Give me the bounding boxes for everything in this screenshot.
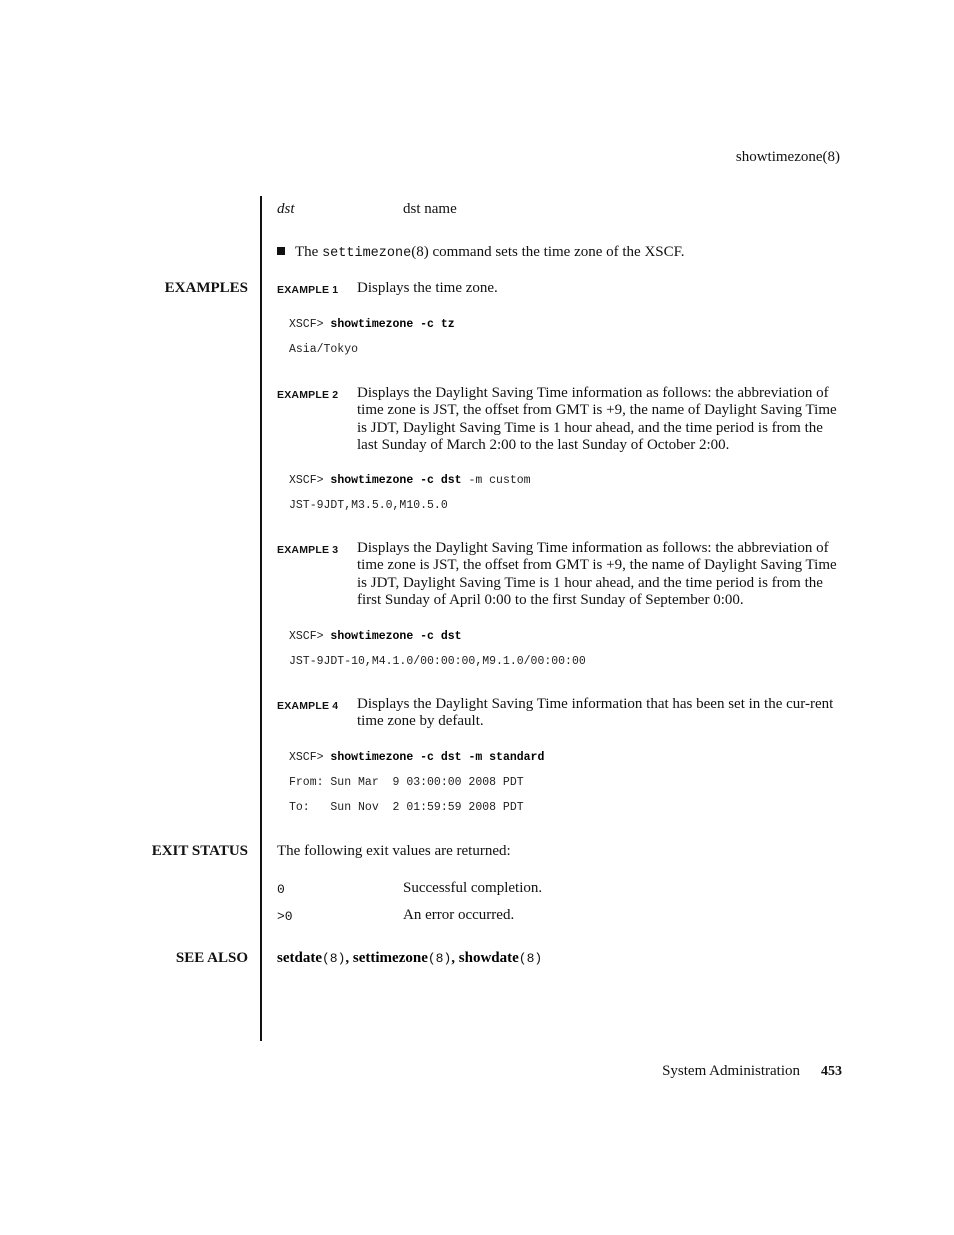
example-3-cmd: showtimezone -c dst bbox=[330, 630, 462, 643]
example-1-output-0: Asia/Tokyo bbox=[289, 343, 359, 356]
example-2-prompt: XSCF> bbox=[289, 474, 324, 487]
section-examples: EXAMPLES bbox=[164, 280, 248, 296]
see-also-section-settimezone: (8) bbox=[427, 951, 452, 966]
bullet-note bbox=[277, 244, 685, 261]
bullet-cmd: settimezone bbox=[322, 246, 412, 261]
example-3-command bbox=[289, 630, 462, 643]
see-also-section-showdate: (8) bbox=[518, 951, 543, 966]
see-also-sep-0: , bbox=[345, 950, 353, 966]
bullet-post: (8) command sets the time zone of the XSCF. bbox=[411, 244, 685, 260]
footer-book-title: System Administration bbox=[662, 1063, 800, 1079]
see-also-link-settimezone[interactable]: settimezone bbox=[352, 950, 428, 966]
example-1-cmd: showtimezone -c tz bbox=[330, 318, 455, 331]
section-see-also: SEE ALSO bbox=[175, 950, 248, 966]
see-also-list bbox=[277, 950, 542, 967]
exit-code-gt0: >0 bbox=[277, 909, 293, 924]
see-also-sep-1: , bbox=[451, 950, 459, 966]
example-4-label: EXAMPLE 4 bbox=[277, 700, 339, 712]
exit-code-gt0-meaning: An error occurred. bbox=[403, 907, 515, 923]
example-4-command bbox=[289, 751, 544, 764]
example-3-desc: Displays the Daylight Saving Time information as follows: the abbreviation of time zone is JST, the offset from GMT is +9, the name of Daylight Saving Time is JDT, Daylight Saving Time is 1 hour ahead, and the time period is from the first Sunday of April 0:00 to the first Sunday of September 0:00. bbox=[357, 540, 837, 608]
running-header: showtimezone(8) bbox=[735, 149, 840, 165]
example-4-output-0: From: Sun Mar 9 03:00:00 2008 PDT bbox=[289, 776, 524, 789]
term-dst-definition: dst name bbox=[403, 201, 457, 217]
example-2-label: EXAMPLE 2 bbox=[277, 389, 339, 401]
example-1-prompt: XSCF> bbox=[289, 318, 324, 331]
bullet-pre: The bbox=[295, 244, 323, 260]
see-also-link-showdate[interactable]: showdate bbox=[458, 950, 519, 966]
margin-rule bbox=[260, 196, 262, 1041]
example-2-cmd: showtimezone -c dst bbox=[330, 474, 462, 487]
term-dst: dst bbox=[277, 201, 295, 217]
bullet-marker bbox=[277, 247, 285, 255]
example-1-desc: Displays the time zone. bbox=[357, 280, 498, 296]
example-3-output-0: JST-9JDT-10,M4.1.0/00:00:00,M9.1.0/00:00:00 bbox=[289, 655, 586, 668]
example-1-label: EXAMPLE 1 bbox=[277, 284, 339, 296]
exit-code-0: 0 bbox=[277, 882, 285, 897]
exit-code-0-meaning: Successful completion. bbox=[403, 880, 543, 896]
footer-page-number: 453 bbox=[821, 1064, 842, 1079]
example-3-label: EXAMPLE 3 bbox=[277, 544, 339, 556]
example-2-command bbox=[289, 474, 531, 487]
example-1-command bbox=[289, 318, 455, 331]
example-4-output-1: To: Sun Nov 2 01:59:59 2008 PDT bbox=[289, 801, 524, 814]
example-2-output-0: JST-9JDT,M3.5.0,M10.5.0 bbox=[289, 499, 448, 512]
example-4-desc: Displays the Daylight Saving Time information that has been set in the cur-rent time zone by default. bbox=[357, 696, 834, 730]
example-2-cmd-tail: -m custom bbox=[468, 474, 531, 487]
example-3-prompt: XSCF> bbox=[289, 630, 324, 643]
exit-status-intro: The following exit values are returned: bbox=[277, 843, 511, 859]
section-exit-status: EXIT STATUS bbox=[151, 843, 248, 859]
example-2-desc: Displays the Daylight Saving Time information as follows: the abbreviation of time zone is JST, the offset from GMT is +9, the name of Daylight Saving Time is JDT, Daylight Saving Time is 1 hour ahead, and the time period is from the last Sunday of March 2:00 to the last Sunday of October 2:00. bbox=[357, 385, 837, 453]
see-also-link-setdate[interactable]: setdate bbox=[277, 950, 322, 966]
see-also-section-setdate: (8) bbox=[322, 951, 346, 966]
example-4-cmd: showtimezone -c dst -m standard bbox=[330, 751, 545, 764]
example-4-prompt: XSCF> bbox=[289, 751, 324, 764]
